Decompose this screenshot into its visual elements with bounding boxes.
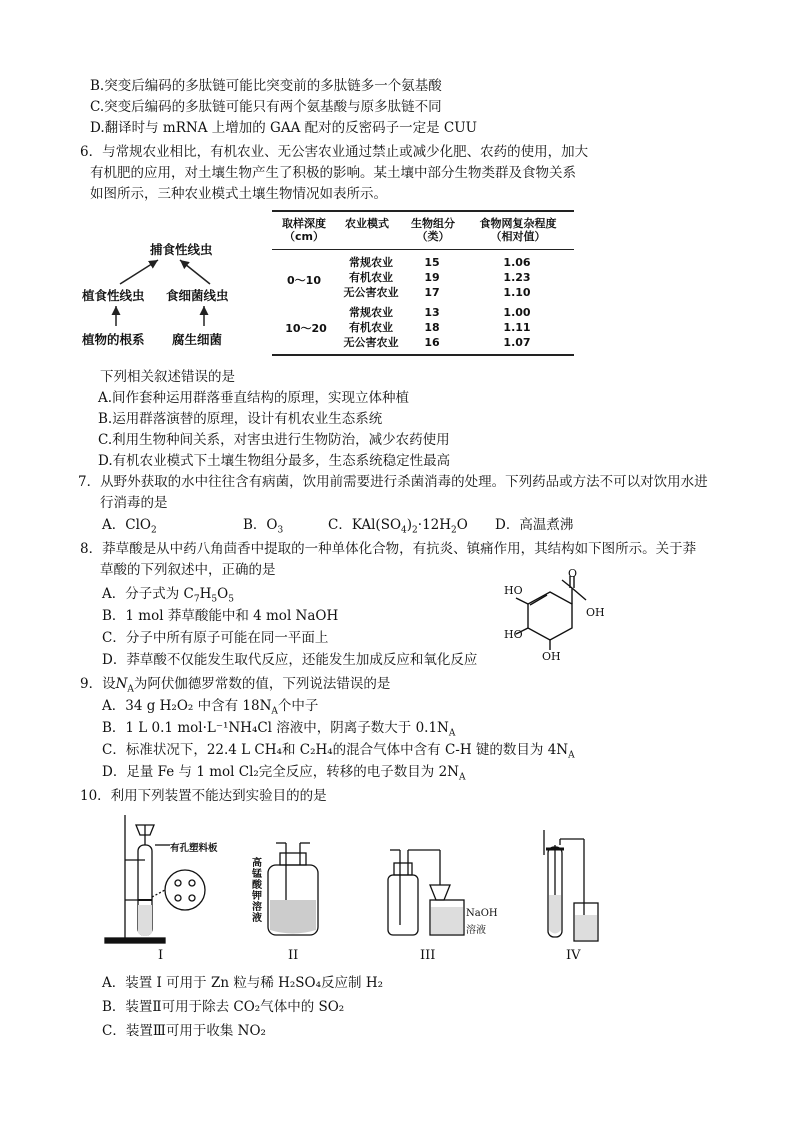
table-depth-group-1: 0～10 xyxy=(287,274,321,287)
table-cell-mode: 常规农业 xyxy=(349,256,393,269)
table-cell-count: 15 xyxy=(424,256,440,269)
table-cell-mode: 常规农业 xyxy=(349,306,393,319)
q8-stem-line1: 8．莽草酸是从中药八角茴香中提取的一种单体化合物，有抗炎、镇痛作用，其结构如下图所示。关于莽 xyxy=(80,541,697,557)
table-cell-count: 16 xyxy=(424,336,440,349)
table-cell-complexity: 1.10 xyxy=(503,286,531,299)
q7-option-d: D．高温煮沸 xyxy=(495,517,574,533)
q7-option-a: A．ClO$_2$ xyxy=(102,517,157,536)
food-web-saprophytic-bacteria: 腐生细菌 xyxy=(172,332,223,347)
table-header-depth: 取样深度 （cm） xyxy=(282,217,326,243)
table-cell-complexity: 1.06 xyxy=(503,256,531,269)
food-web-arrows xyxy=(80,250,260,340)
table-cell-complexity: 1.11 xyxy=(503,321,531,334)
food-web-plant-roots: 植物的根系 xyxy=(82,332,145,347)
structure-label-ho-bottom: HO xyxy=(504,628,523,641)
label-kmno4-solution: 高锰酸钾溶液 xyxy=(252,858,262,924)
apparatus-label-4: IV xyxy=(566,948,581,963)
q10-option-b: B．装置Ⅱ可用于除去 CO₂气体中的 SO₂ xyxy=(102,999,345,1015)
q9-option-b: B．1 L 0.1 mol·L⁻¹NH₄Cl 溶液中，阴离子数大于 $0.1N_A$ xyxy=(102,720,456,739)
food-web-herbivore-nematode: 植食性线虫 xyxy=(82,288,145,303)
food-web-predatory-nematode: 捕食性线虫 xyxy=(150,242,213,257)
q6-option-b: B.运用群落演替的原理，设计有机农业生态系统 xyxy=(98,411,383,427)
table-cell-complexity: 1.07 xyxy=(503,336,531,349)
q8-option-d: D．莽草酸不仅能发生取代反应，还能发生加成反应和氧化反应 xyxy=(102,652,478,668)
q10-stem: 10．利用下列装置不能达到实验目的的是 xyxy=(80,788,327,804)
table-cell-count: 19 xyxy=(424,271,440,284)
apparatus-figures xyxy=(100,805,520,965)
q8-option-b: B．1 mol 莽草酸能中和 4 mol NaOH xyxy=(102,608,339,624)
table-header-mode: 农业模式 xyxy=(345,217,389,230)
q9-option-d: D．足量 Fe 与 1 mol Cl₂完全反应，转移的电子数目为 $2N_A$ xyxy=(102,764,466,783)
q5-option-d: D.翻译时与 mRNA 上增加的 GAA 配对的反密码子一定是 CUU xyxy=(90,120,477,136)
table-cell-count: 13 xyxy=(424,306,440,319)
q7-stem-line2: 行消毒的是 xyxy=(100,495,168,511)
table-cell-count: 18 xyxy=(424,321,440,334)
q9-stem: 9．设$N_A$为阿伏伽德罗常数的值，下列说法错误的是 xyxy=(80,676,391,695)
q10-option-c: C．装置Ⅲ可用于收集 NO₂ xyxy=(102,1023,266,1039)
food-web-bacterivore-nematode: 食细菌线虫 xyxy=(166,288,229,303)
structure-label-ho-top: HO xyxy=(504,584,523,597)
q8-stem-line2: 草酸的下列叙述中，正确的是 xyxy=(100,562,276,578)
table-header-complexity: 食物网复杂程度 （相对值） xyxy=(479,217,557,243)
q9-option-a: A．34 g H₂O₂ 中含有 $18N_A$个中子 xyxy=(102,698,319,717)
q10-option-a: A．装置 I 可用于 Zn 粒与稀 H₂SO₄反应制 H₂ xyxy=(102,975,384,991)
table-cell-mode: 无公害农业 xyxy=(343,336,399,349)
label-naoh-solution: 溶液 xyxy=(466,925,486,936)
table-cell-mode: 有机农业 xyxy=(349,271,393,284)
q6-stem-line1: 6．与常规农业相比，有机农业、无公害农业通过禁止或减少化肥、农药的使用，加大 xyxy=(80,144,589,160)
table-header-components: 生物组分 （类） xyxy=(411,217,455,243)
soil-biology-table xyxy=(272,210,574,356)
q8-option-c: C．分子中所有原子可能在同一平面上 xyxy=(102,630,329,646)
table-depth-group-2: 10～20 xyxy=(285,322,327,335)
apparatus-label-1: I xyxy=(158,948,164,963)
apparatus-label-3: III xyxy=(420,948,436,963)
q6-prompt: 下列相关叙述错误的是 xyxy=(100,369,235,385)
structure-label-oh-bottom: OH xyxy=(542,650,561,663)
label-perforated-plate: 有孔塑料板 xyxy=(170,843,218,854)
q6-stem-line3: 如图所示，三种农业模式土壤生物情况如表所示。 xyxy=(90,186,387,202)
q6-stem-line2: 有机肥的应用，对土壤生物产生了积极的影响。某土壤中部分生物类群及食物关系 xyxy=(90,165,576,181)
q5-option-c: C.突变后编码的多肽链可能只有两个氨基酸与原多肽链不同 xyxy=(90,99,442,115)
q7-option-c: C．$KAl(SO_4)_2\cdot 12H_2O$ xyxy=(328,517,468,536)
label-naoh: NaOH xyxy=(466,908,498,919)
apparatus-label-2: II xyxy=(288,948,299,963)
apparatus-iv xyxy=(530,825,600,950)
table-cell-count: 17 xyxy=(424,286,440,299)
table-cell-mode: 无公害农业 xyxy=(343,286,399,299)
q6-option-d: D.有机农业模式下土壤生物组分最多，生态系统稳定性最高 xyxy=(98,453,451,469)
table-cell-complexity: 1.23 xyxy=(503,271,531,284)
q6-option-a: A.间作套种运用群落垂直结构的原理，实现立体种植 xyxy=(98,390,410,406)
q7-stem-line1: 7．从野外获取的水中往往含有病菌，饮用前需要进行杀菌消毒的处理。下列药品或方法不可以对饮用水进 xyxy=(78,474,708,490)
structure-label-o: O xyxy=(568,567,578,580)
q5-option-b: B.突变后编码的多肽链可能比突变前的多肽链多一个氨基酸 xyxy=(90,78,442,94)
table-cell-complexity: 1.00 xyxy=(503,306,531,319)
q8-option-a: A．分子式为 $C_7H_5O_5$ xyxy=(102,586,234,605)
q9-option-c: C．标准状况下，22.4 L CH₄和 C₂H₄的混合气体中含有 C-H 键的数目为 $4N_A$ xyxy=(102,742,575,761)
table-cell-mode: 有机农业 xyxy=(349,321,393,334)
q7-option-b: B．$O_3$ xyxy=(243,517,284,536)
structure-label-oh-acid: OH xyxy=(586,606,605,619)
q6-option-c: C.利用生物种间关系，对害虫进行生物防治，减少农药使用 xyxy=(98,432,450,448)
